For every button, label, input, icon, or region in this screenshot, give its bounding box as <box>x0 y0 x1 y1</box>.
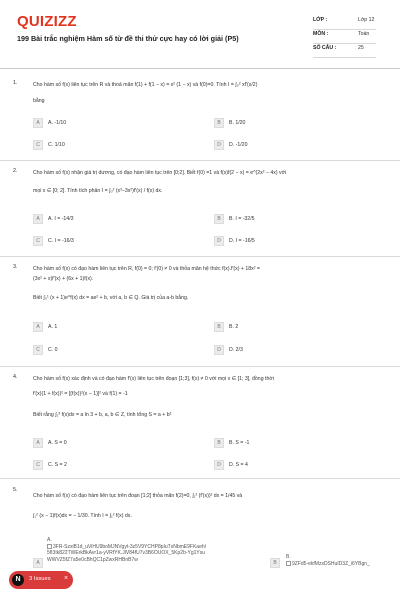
option-letter-box: A <box>33 118 43 128</box>
option-text: A. I = -14/3 <box>48 216 74 222</box>
option-text: C. I = -16/3 <box>48 238 74 244</box>
option-a-broken-image <box>47 537 207 563</box>
question-number: 5. <box>13 487 18 493</box>
option-text: B. S = -1 <box>229 440 250 446</box>
question-text-line: Cho hàm số f(x) xác định và có đạo hàm f′(x) liên tục trên đoạn [1;3], f(x) ≠ 0 với mọi x ∈ [1; 3], đồng thời <box>33 376 274 382</box>
question-text-line: (3x² + x)f′(x) + (6x + 1)f(x). <box>33 276 94 282</box>
option-letter-box: A <box>33 438 43 448</box>
meta-count-label: SỐ CÂU : <box>313 45 337 51</box>
issues-label: 3 Issues <box>29 576 51 582</box>
option-letter-box: D <box>214 460 224 470</box>
question-text-line: f′(x)(1 + f(x))² = [(f(x))²(x − 1)]² và f(1) = -1 <box>33 391 128 397</box>
question-text-line: Cho hàm số f(x) nhận giá trị dương, có đạo hàm liên tục trên [0;2]. Biết f(0) =1 và f(x)f(2 − x) = e^(2x² − 4x) với <box>33 170 287 176</box>
option-letter-box: C <box>33 345 43 355</box>
option-letter-box: C <box>33 460 43 470</box>
option-letter-box: A <box>33 558 43 568</box>
option-letter-box: D <box>214 140 224 150</box>
question-text-line: mọi x ∈ [0; 2]. Tính tích phân I = ∫₀² (x³−3x²)f′(x) / f(x) dx. <box>33 188 163 194</box>
broken-image-icon <box>286 561 291 566</box>
option-b-broken-text: 9ZFd5-ekfMzxDSHuID3Z_i6YBgn_ <box>292 560 370 567</box>
header <box>0 0 400 66</box>
option-text: C. 0 <box>48 347 58 353</box>
question-divider <box>0 160 400 161</box>
document-title: 199 Bài trắc nghiệm Hàm số từ đề thi thử cực hay có lời giải (P5) <box>17 34 239 43</box>
option-text: D. 2/3 <box>229 347 243 353</box>
question-divider <box>0 256 400 257</box>
option-letter-box: C <box>33 236 43 246</box>
issues-badge[interactable] <box>9 571 73 589</box>
option-letter-box: B <box>214 214 224 224</box>
question-text-line: Cho hàm số f(x) có đạo hàm liên tục trên R, f(0) = 0; f′(0) ≠ 0 và thỏa mãn hệ thức f(x).f′(x) + 18x² = <box>33 266 260 272</box>
option-letter-box: B <box>214 438 224 448</box>
meta-class-row <box>313 17 393 27</box>
option-a-broken-text: 3FR-SzxiB1d_uViHU9boMJNVgyt-3z5V9YCHP8pIuTxNbmE9FKaehl5fI3tk822TWErkBkAvr1a-yVRfYK.JlV84fU7v3B6OUOX_5Kp2b-Yg1YsuWWVZ5fZ7a5e0cBhQC1pZwxRHBnB7w <box>47 543 206 563</box>
question-text-line: Cho hàm số f(x) có đạo hàm liên tục trên đoạn [1;2] thỏa mãn f(2)=0, ∫₁² (f′(x))² dx = 1/45 và <box>33 493 243 499</box>
question-text-line: Cho hàm số f(x) liên tục trên R và thoả mãn f(1) + f(1 − x) = x² (1 − x) và f(0)=0. Tính I = ∫₀² xf′(x/2) <box>33 82 258 88</box>
question-number: 3. <box>13 264 18 270</box>
meta-class-value: Lớp 12 <box>358 17 375 23</box>
question-text-line: bằng <box>33 98 45 104</box>
option-letter-box: D <box>214 345 224 355</box>
option-text: A. 1 <box>48 324 58 330</box>
option-text: C. S = 2 <box>48 462 67 468</box>
option-b-label: B. <box>286 554 291 560</box>
question-divider <box>0 366 400 367</box>
question-text-line: Biết rằng ∫₁³ f(x)dx = a ln 3 + b, a, b ∈ Z, tính tổng S = a + b² <box>33 412 172 418</box>
option-text: C. 1/10 <box>48 142 65 148</box>
option-a-label: A. <box>47 537 52 543</box>
question-number: 4. <box>13 374 18 380</box>
question-divider <box>0 478 400 479</box>
option-text: B. I = -32/5 <box>229 216 255 222</box>
option-letter-box: D <box>214 236 224 246</box>
meta-count-value: 25 <box>358 45 364 51</box>
meta-class-label: LỚP : <box>313 17 328 23</box>
option-letter-box: A <box>33 322 43 332</box>
option-text: B. 2 <box>229 324 239 330</box>
option-text: D. S = 4 <box>229 462 248 468</box>
quizizz-logo[interactable]: QUIZIZZ <box>17 13 77 30</box>
question-number: 1. <box>13 80 18 86</box>
question-number: 2. <box>13 168 18 174</box>
option-text: D. -1/20 <box>229 142 248 148</box>
broken-image-icon <box>47 544 52 549</box>
option-text: B. 1/20 <box>229 120 246 126</box>
option-letter-box: B <box>214 118 224 128</box>
option-letter-box: C <box>33 140 43 150</box>
n-logo-icon: N <box>12 574 24 586</box>
option-letter-box: A <box>33 214 43 224</box>
meta-count-row <box>313 45 393 55</box>
header-divider <box>0 68 400 69</box>
close-icon[interactable]: × <box>64 575 69 582</box>
option-b-broken-image <box>286 554 398 567</box>
question-text-line: ∫₁² (x − 1)f(x)dx = − 1/30. Tính I = ∫₁² f(x) dx. <box>33 513 132 519</box>
option-text: A. S = 0 <box>48 440 67 446</box>
meta-subject-row <box>313 31 393 41</box>
question-text-line: Biết ∫₀¹ (x + 1)e^f(x) dx = ae² + b, với a, b ∈ Q. Giá trị của a-b bằng. <box>33 295 189 301</box>
option-letter-box: B <box>270 558 280 568</box>
option-letter-box: B <box>214 322 224 332</box>
meta-subject-value: Toán <box>358 31 370 37</box>
option-text: A. -1/10 <box>48 120 67 126</box>
option-text: D. I = -16/5 <box>229 238 255 244</box>
meta-subject-label: MÔN : <box>313 31 329 37</box>
